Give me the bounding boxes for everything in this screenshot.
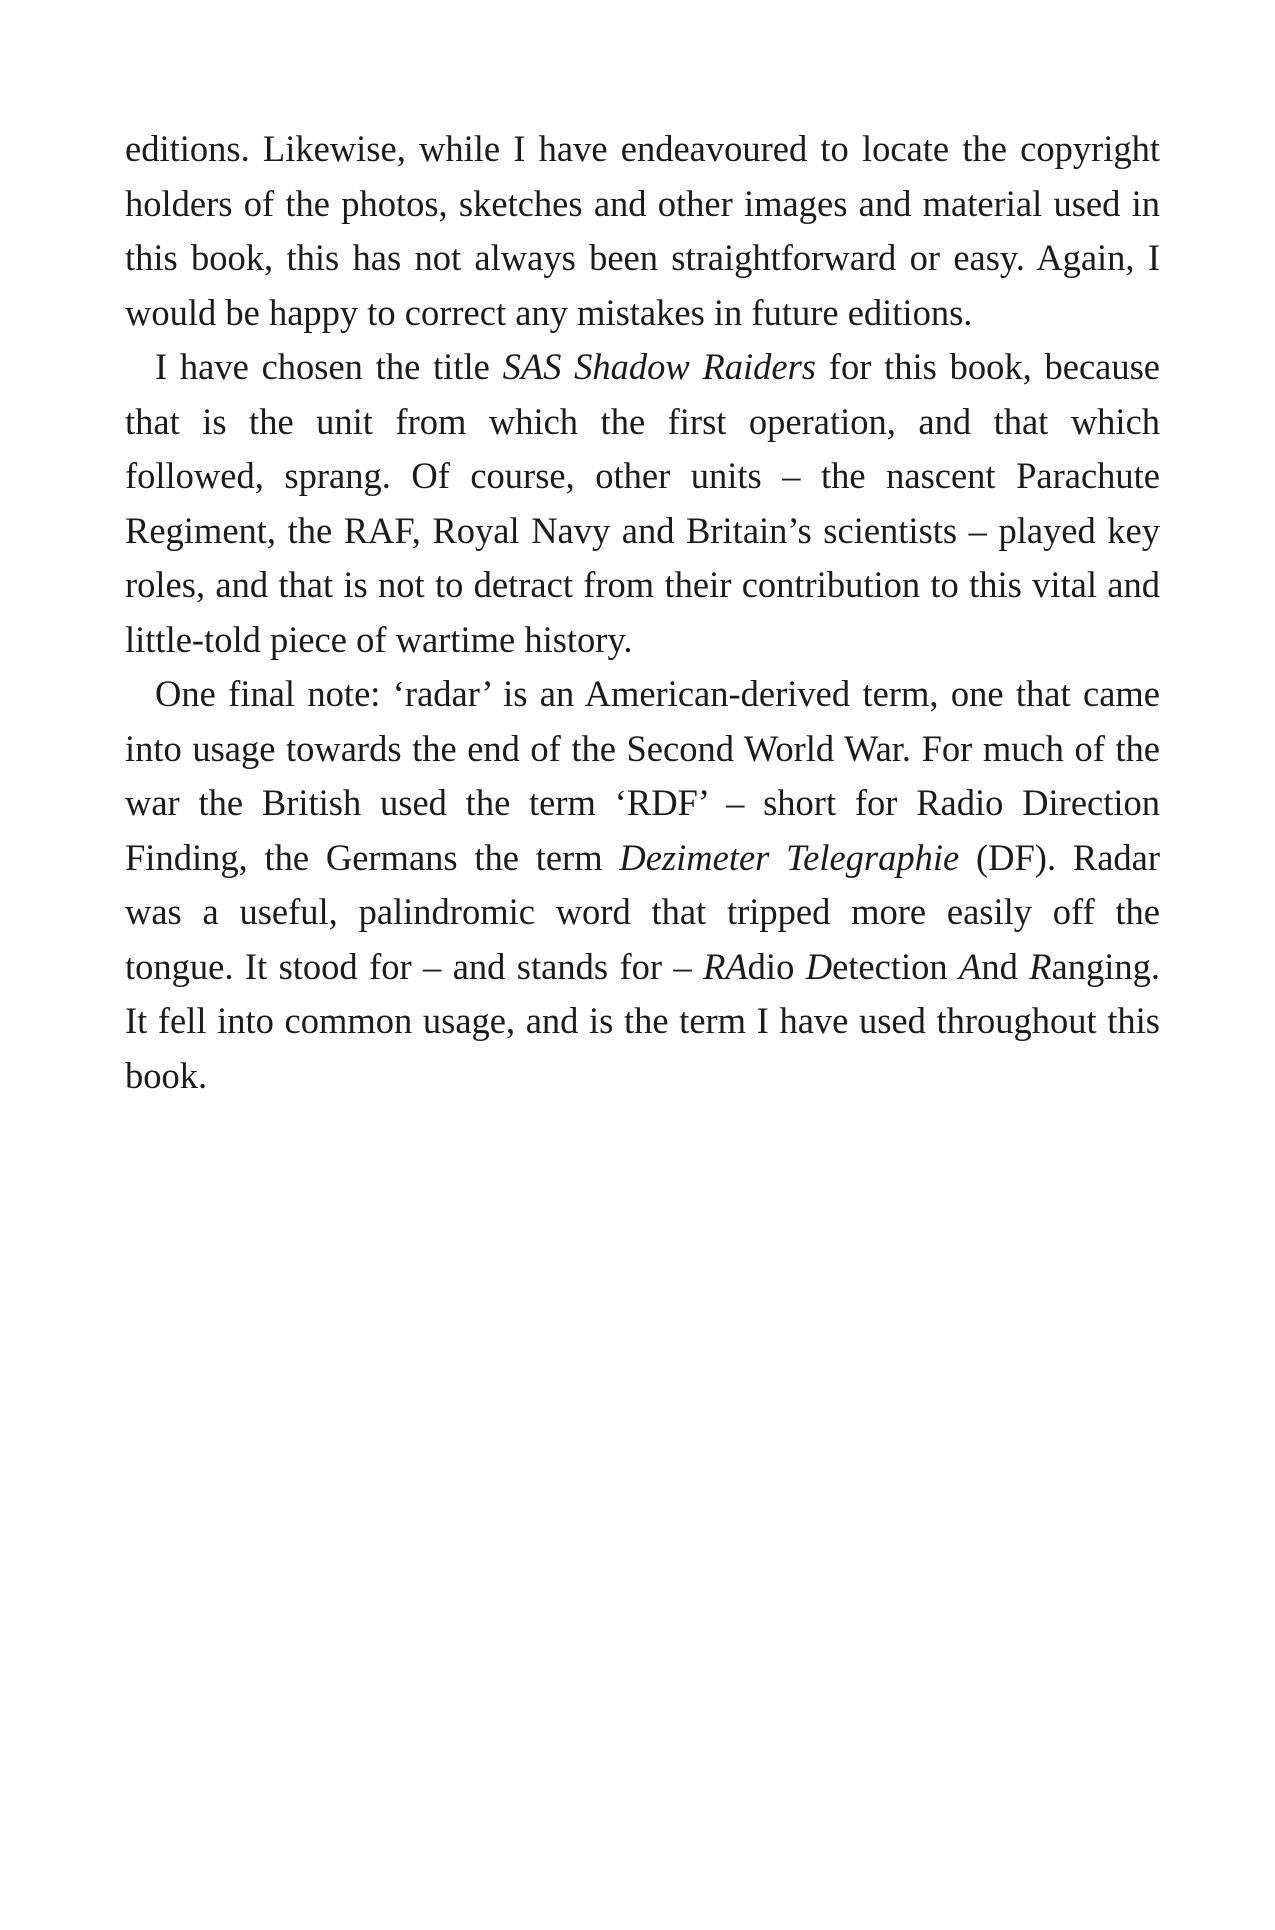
body-text: dio — [747, 945, 806, 987]
body-text: copyright holders of the photos, sketches and other images and — [125, 128, 1161, 224]
paragraph-p3 — [125, 667, 1160, 1103]
body-text: I have chosen the title — [155, 346, 503, 387]
body-text: because that is the unit from which the first operation, and that — [125, 346, 1161, 442]
body-text: tripped more easily off the tongue. It stood for – and stands for – — [125, 891, 1161, 987]
body-text: mistakes in future editions. — [577, 291, 973, 333]
body-text: (DF). Radar was a useful, palindromic word that — [125, 836, 1160, 932]
italic-text: SAS Shadow Raiders — [502, 346, 817, 387]
italic-text: Telegraphie — [786, 836, 960, 878]
body-text: material used in this book, this has not always been — [125, 182, 1161, 278]
italic-text: RA — [703, 945, 748, 987]
body-text: Radio Direction Finding, the Germans the term — [125, 782, 1160, 878]
paragraph-p2 — [125, 340, 1160, 667]
italic-text: D — [805, 945, 833, 987]
body-text: much of the war the British used the term ‘RDF’ – short for — [125, 727, 1161, 823]
book-page-body — [125, 122, 1160, 1103]
body-text: scientists – played key roles, and that is not to detract from their — [125, 509, 1160, 605]
body-text: nd — [981, 945, 1030, 987]
italic-text: A — [959, 945, 982, 987]
body-text: editions. Likewise, while I have endeavoured to locate the — [125, 128, 1007, 169]
body-text: etection — [832, 945, 960, 987]
body-text: Parachute Regiment, the RAF, Royal Navy and Britain’s — [125, 455, 1160, 551]
body-text: which followed, sprang. Of course, other units – the nascent — [125, 400, 1161, 496]
italic-text: Dezimeter — [619, 836, 770, 878]
body-text: straightforward or easy. Again, I would be happy to correct any — [125, 237, 1160, 333]
paragraph-p1 — [125, 122, 1160, 340]
body-text: the term I have used throughout this book. — [125, 1000, 1160, 1096]
body-text: came into usage towards the end of the Second World War. For — [125, 673, 1160, 769]
body-text: for this book, — [816, 346, 1032, 387]
italic-text: R — [1029, 945, 1052, 987]
body-text: One final note: ‘radar’ is an American-derived term, one that — [155, 673, 1071, 714]
body-text: contribution to this vital and little-told piece of wartime history. — [125, 564, 1160, 660]
body-text: anging. It fell into common usage, and is — [125, 945, 1160, 1041]
